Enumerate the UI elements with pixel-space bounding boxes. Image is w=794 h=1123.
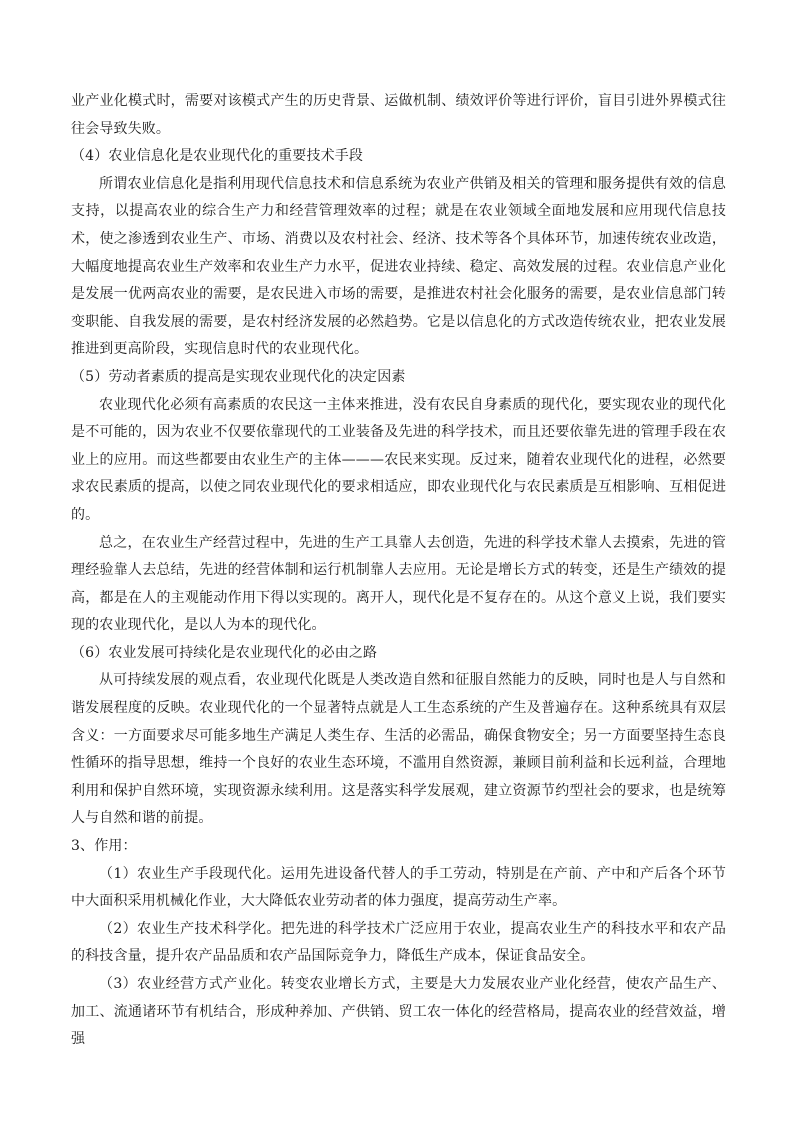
paragraph-role-1: （1）农业生产手段现代化。运用先进设备代替人的手工劳动，特别是在产前、产中和产后各个环节中大面积采用机械化作业，大大降低农业劳动者的体力强度，提高劳动生产率。 [71,865,726,910]
section-heading-4: （4）农业信息化是农业现代化的重要技术手段 [71,148,364,165]
document-page [71,88,726,1054]
paragraph-role-3: （3）农业经营方式产业化。转变农业增长方式，主要是大力发展农业产业化经营，使农产品生产、加工、流通诸环节有机结合，形成种养加、产供销、贸工农一体化的经营格局，提高农业的经营效益，增强 [71,976,726,1048]
paragraph-sustainability: 从可持续发展的观点看，农业现代化既是人类改造自然和征服自然能力的反映，同时也是人与自然和谐发展程度的反映。农业现代化的一个显著特点就是人工生态系统的产生及普遍存在。这种系统具有双层含义：一方面要求尽可能多地生产满足人类生存、生活的必需品，确保食物安全；另一方面要坚持生态良性循环的指导思想，维持一个良好的农业生态环境，不滥用自然资源，兼顾目前利益和长远利益，合理地利用和保护自然环境，实现资源永续利用。这是落实科学发展观，建立资源节约型社会的要求，也是统筹人与自然和谐的前提。 [71,672,726,827]
paragraph-summary: 总之，在农业生产经营过程中，先进的生产工具靠人去创造，先进的科学技术靠人去摸索，先进的管理经验靠人去总结，先进的经营体制和运行机制靠人去应用。无论是增长方式的转变，还是生产绩效的提高，都是在人的主观能动作用下得以实现的。离开人，现代化是不复存在的。从这个意义上说，我们要实现的农业现代化，是以人为本的现代化。 [71,534,726,634]
section-heading-5: （5）劳动者素质的提高是实现农业现代化的决定因素 [71,368,406,385]
section-heading-6: （6）农业发展可持续化是农业现代化的必由之路 [71,644,378,661]
section-heading-role: 3、作用： [71,838,137,855]
paragraph-farmer-quality: 农业现代化必须有高素质的农民这一主体来推进，没有农民自身素质的现代化，要实现农业的现代化是不可能的，因为农业不仅要依靠现代的工业装备及先进的科学技术，而且还要依靠先进的管理手段在农业上的应用。而这些都要由农业生产的主体———农民来实现。反过来，随着农业现代化的进程，必然要求农民素质的提高，以使之同农业现代化的要求相适应，即农业现代化与农民素质是互相影响、互相促进的。 [71,396,726,523]
paragraph-role-2: （2）农业生产技术科学化。把先进的科学技术广泛应用于农业，提高农业生产的科技水平和农产品的科技含量，提升农产品品质和农产品国际竞争力，降低生产成本，保证食品安全。 [71,920,726,965]
paragraph-information: 所谓农业信息化是指利用现代信息技术和信息系统为农业产供销及相关的管理和服务提供有效的信息支持，以提高农业的综合生产力和经营管理效率的过程；就是在农业领域全面地发展和应用现代信息技术，使之渗透到农业生产、市场、消费以及农村社会、经济、技术等各个具体环节，加速传统农业改造，大幅度地提高农业生产效率和农业生产力水平，促进农业持续、稳定、高效发展的过程。农业信息产业化是发展一优两高农业的需要，是农民进入市场的需要，是推进农村社会化服务的需要，是农业信息部门转变职能、自我发展的需要，是农村经济发展的必然趋势。它是以信息化的方式改造传统农业，把农业发展推进到更高阶段，实现信息时代的农业现代化。 [71,175,726,358]
paragraph-continuation: 业产业化模式时，需要对该模式产生的历史背景、运做机制、绩效评价等进行评价，盲目引进外界模式往往会导致失败。 [71,93,726,137]
